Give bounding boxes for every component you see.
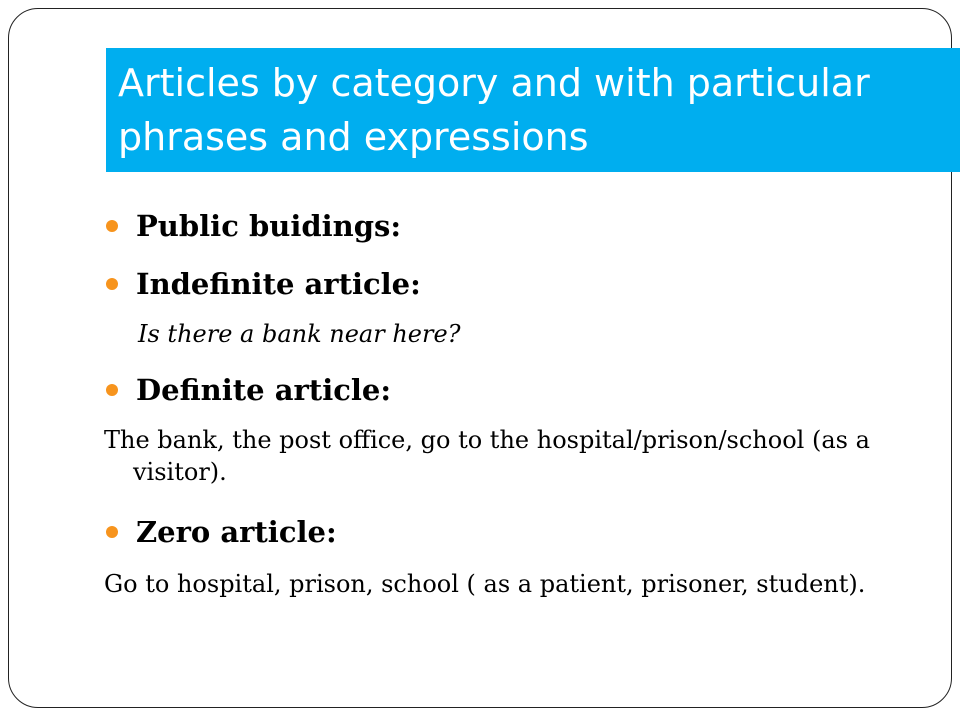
bullet-zero-article — [104, 512, 337, 552]
zero-article-text: Go to hospital, prison, school ( as a patient, prisoner, student). — [104, 570, 866, 598]
example-sentence: Is there a bank near here? — [138, 320, 461, 348]
bullet-dot-icon — [106, 526, 118, 538]
bullet-label: Public buidings: — [136, 209, 402, 243]
bullet-dot-icon — [106, 384, 118, 396]
bullet-label: Zero article: — [136, 515, 337, 549]
bullet-dot-icon — [106, 220, 118, 232]
bullet-label: Definite article: — [136, 373, 392, 407]
bullet-dot-icon — [106, 278, 118, 290]
bullet-label: Indefinite article: — [136, 267, 421, 301]
bullet-public-buildings — [104, 206, 401, 246]
title-band — [106, 48, 960, 172]
definite-article-text: The bank, the post office, go to the hospital/prison/school (as a visitor). — [104, 426, 870, 486]
bullet-definite-article — [104, 370, 391, 410]
slide-title: Articles by category and with particular phrases and expressions — [118, 61, 870, 159]
bullet-indefinite-article — [104, 264, 421, 304]
